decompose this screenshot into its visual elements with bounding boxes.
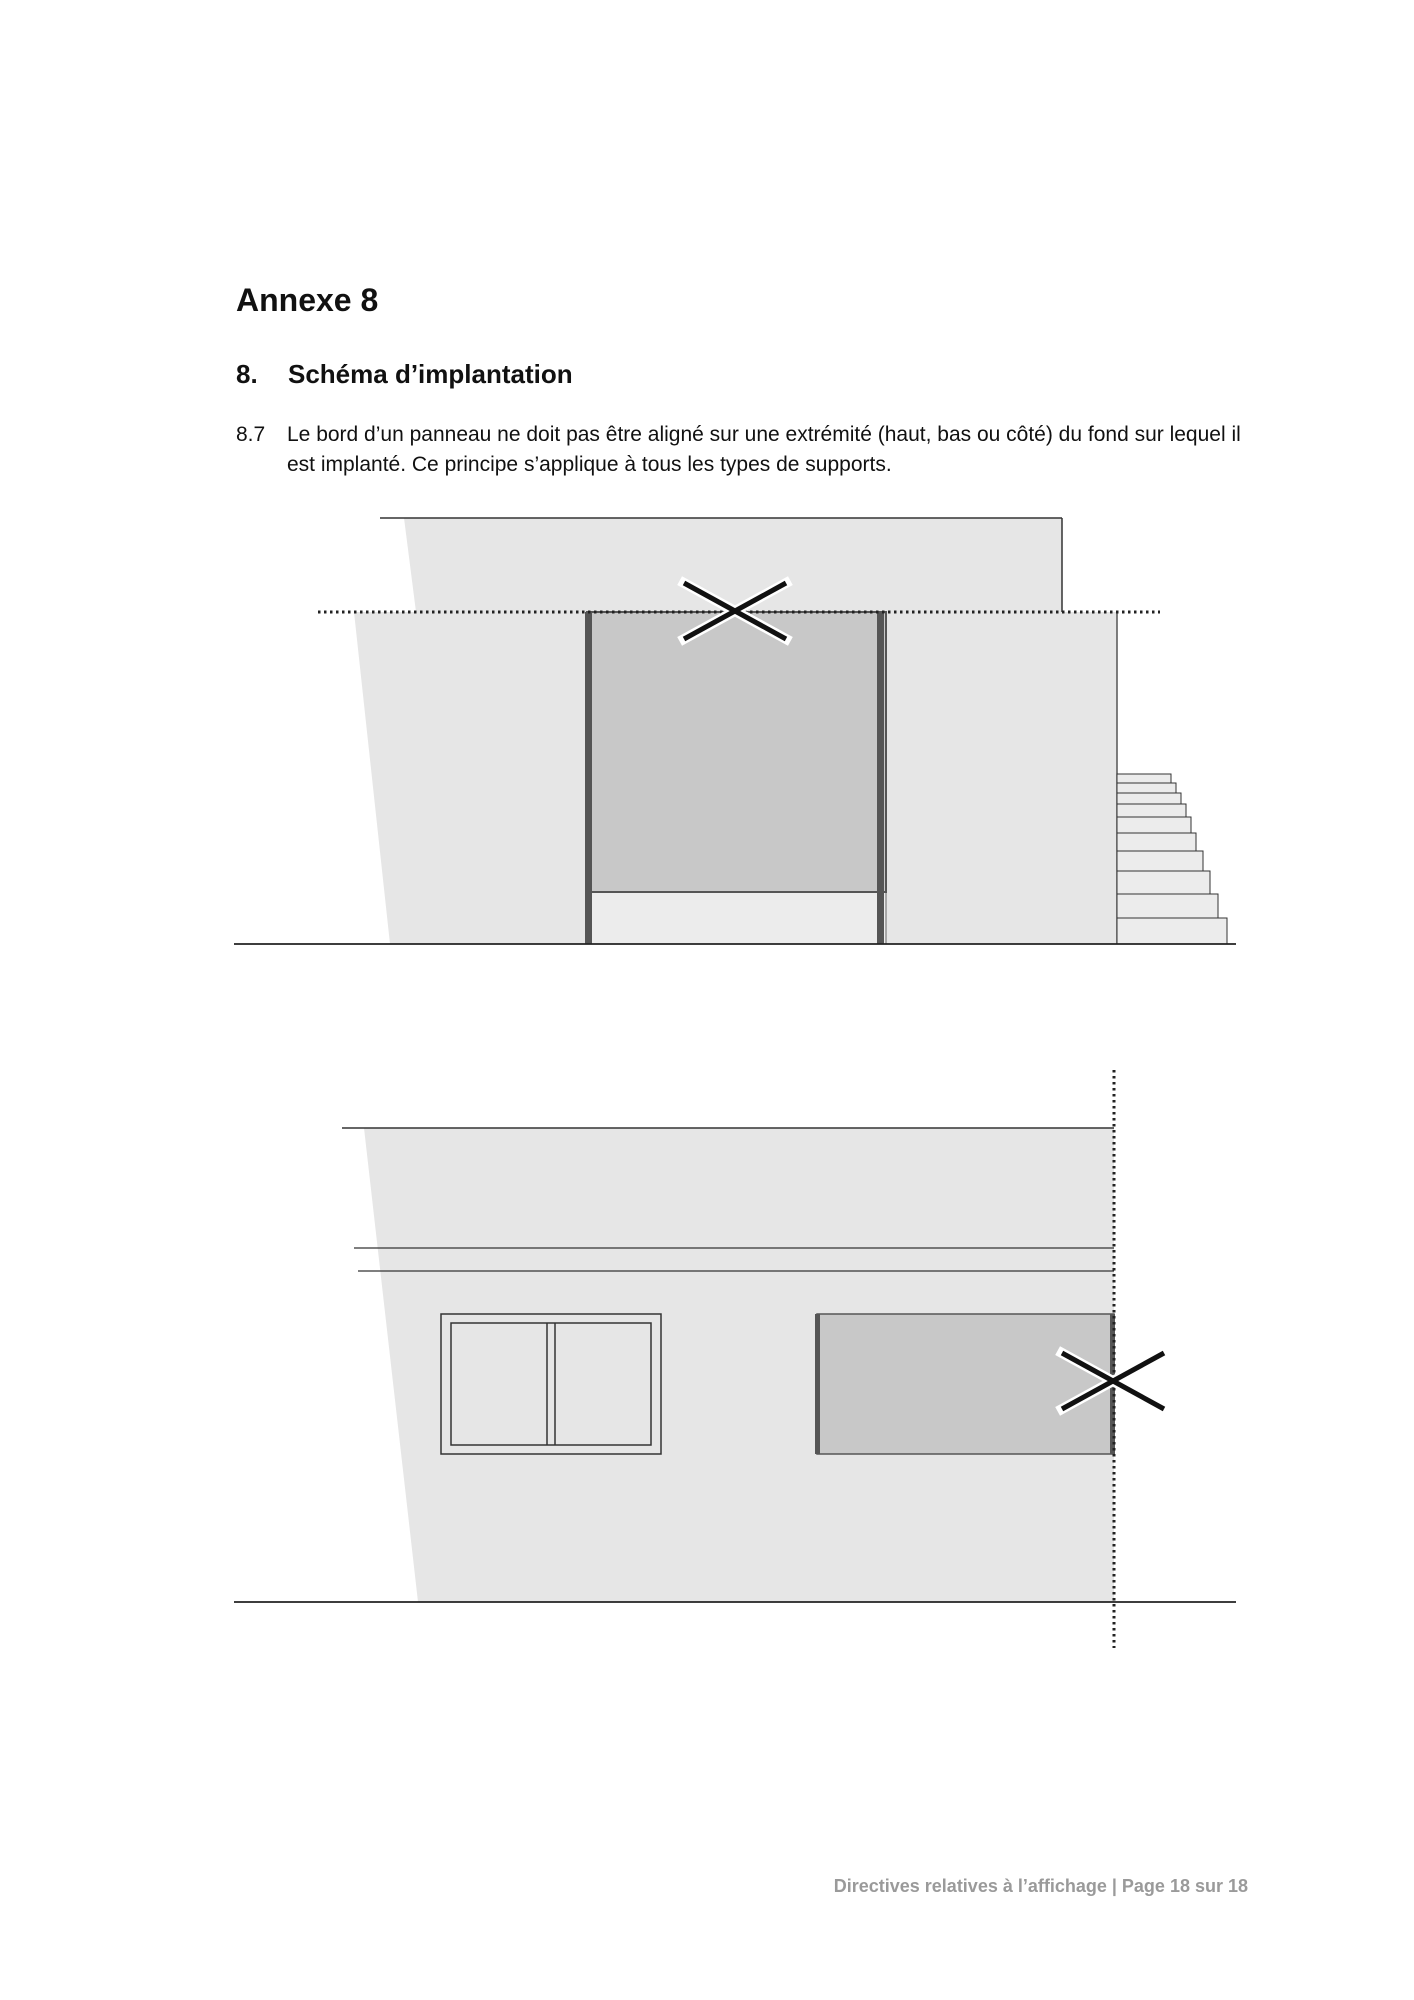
clause-8-7 (236, 420, 1248, 480)
diagram-top-edge-alignment (0, 500, 1414, 960)
section-title: Schéma d’implantation (288, 359, 573, 389)
annex-title: Annexe 8 (236, 282, 379, 318)
section-number: 8. (236, 359, 258, 389)
panel (817, 1314, 1114, 1454)
diagram-side-edge-alignment (0, 1070, 1414, 1670)
page-footer: Directives relatives à l’affichage | Page 18 sur 18 (833, 1876, 1248, 1896)
panel-post-left (585, 612, 592, 944)
opening-under-panel (588, 892, 886, 944)
stairs (1117, 774, 1227, 944)
clause-number: 8.7 (236, 423, 266, 446)
panel-left-edge (815, 1314, 820, 1454)
upper-building (404, 518, 1062, 612)
panel (587, 612, 886, 892)
clause-text: Le bord d’un panneau ne doit pas être aligné sur une extrémité (haut, bas ou côté) du fond sur lequel il est implanté. Ce principe s’applique à tous les types de supports. (287, 423, 1241, 476)
section-heading (236, 359, 573, 390)
panel-post-right (877, 612, 884, 944)
